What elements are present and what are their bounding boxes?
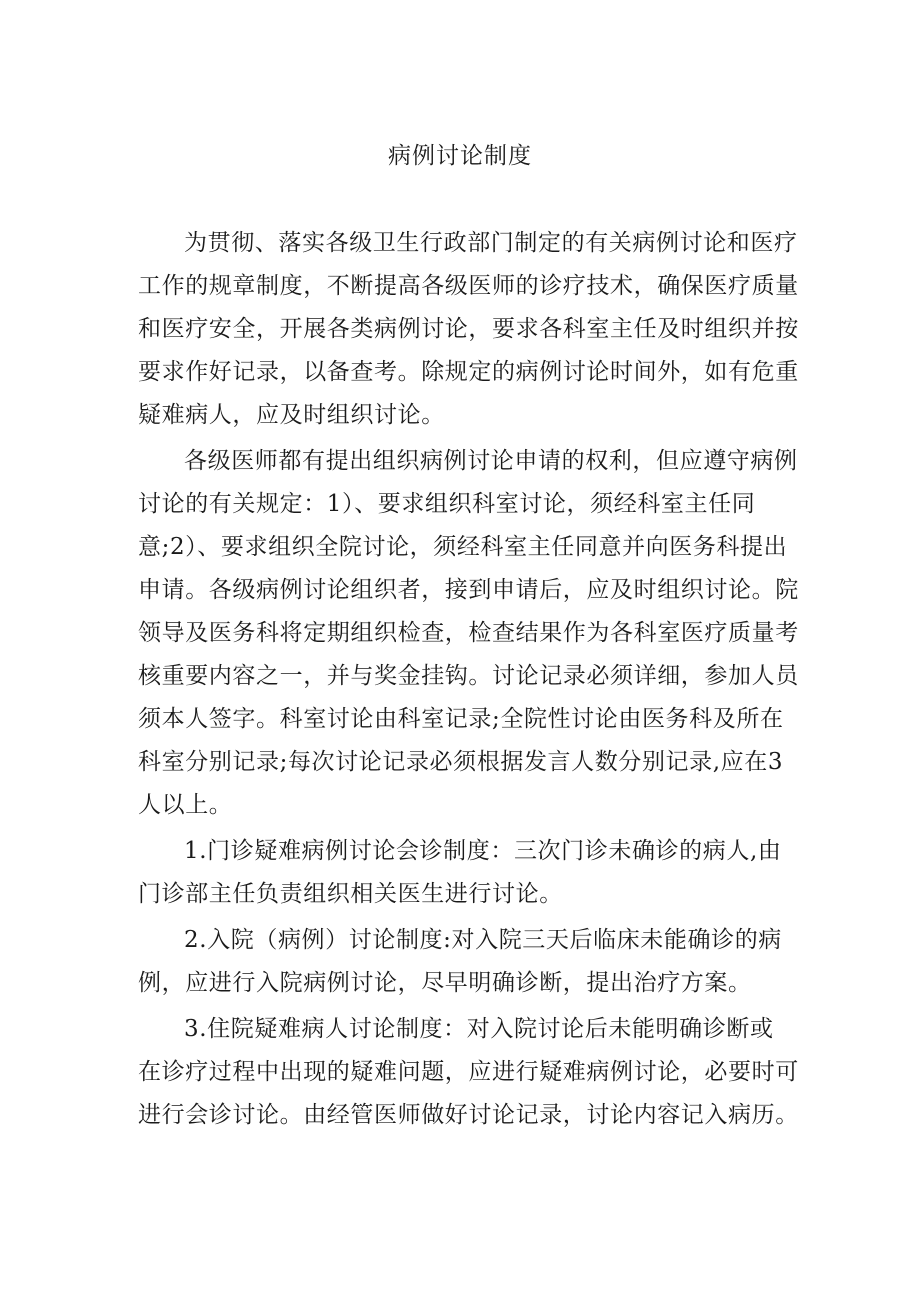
text-line: 人以上。 bbox=[138, 792, 233, 818]
text-line: 疑难病人，应及时组织讨论。 bbox=[138, 402, 445, 428]
page-title: 病例讨论制度 bbox=[388, 143, 532, 169]
text-line: 各级医师都有提出组织病例讨论申请的权利，但应遵守病例 bbox=[184, 448, 798, 474]
text-line: 门诊部主任负责组织相关医生进行讨论。 bbox=[138, 881, 563, 907]
text-line: 意;2）、要求组织全院讨论，须经科室主任同意并向医务科提出 bbox=[138, 534, 788, 560]
text-line: 2.入院（病例）讨论制度:对入院三天后临床未能确诊的病 bbox=[184, 927, 782, 953]
text-line: 例，应进行入院病例讨论，尽早明确诊断，提出治疗方案。 bbox=[138, 970, 752, 996]
text-line: 申请。各级病例讨论组织者，接到申请后，应及时组织讨论。院 bbox=[138, 577, 799, 603]
text-line: 讨论的有关规定：1）、要求组织科室讨论，须经科室主任同 bbox=[138, 491, 756, 517]
text-line: 进行会诊讨论。由经管医师做好讨论记录，讨论内容记入病历。 bbox=[138, 1102, 799, 1128]
text-line: 在诊疗过程中出现的疑难问题，应进行疑难病例讨论，必要时可 bbox=[138, 1059, 799, 1085]
text-line: 须本人签字。科室讨论由科室记录;全院性讨论由医务科及所在 bbox=[138, 706, 784, 732]
text-line: 3.住院疑难病人讨论制度：对入院讨论后未能明确诊断或 bbox=[184, 1016, 774, 1042]
text-line: 和医疗安全，开展各类病例讨论，要求各科室主任及时组织并按 bbox=[138, 316, 799, 342]
text-line: 领导及医务科将定期组织检查，检查结果作为各科室医疗质量考 bbox=[138, 620, 799, 646]
text-line: 为贯彻、落实各级卫生行政部门制定的有关病例讨论和医疗 bbox=[184, 230, 798, 256]
text-line: 科室分别记录;每次讨论记录必须根据发言人数分别记录,应在3 bbox=[138, 749, 784, 775]
text-line: 1.门诊疑难病例讨论会诊制度：三次门诊未确诊的病人,由 bbox=[184, 838, 782, 864]
text-line: 工作的规章制度，不断提高各级医师的诊疗技术，确保医疗质量 bbox=[138, 273, 799, 299]
text-line: 要求作好记录，以备查考。除规定的病例讨论时间外，如有危重 bbox=[138, 359, 799, 385]
text-line: 核重要内容之一，并与奖金挂钩。讨论记录必须详细，参加人员 bbox=[138, 663, 799, 689]
